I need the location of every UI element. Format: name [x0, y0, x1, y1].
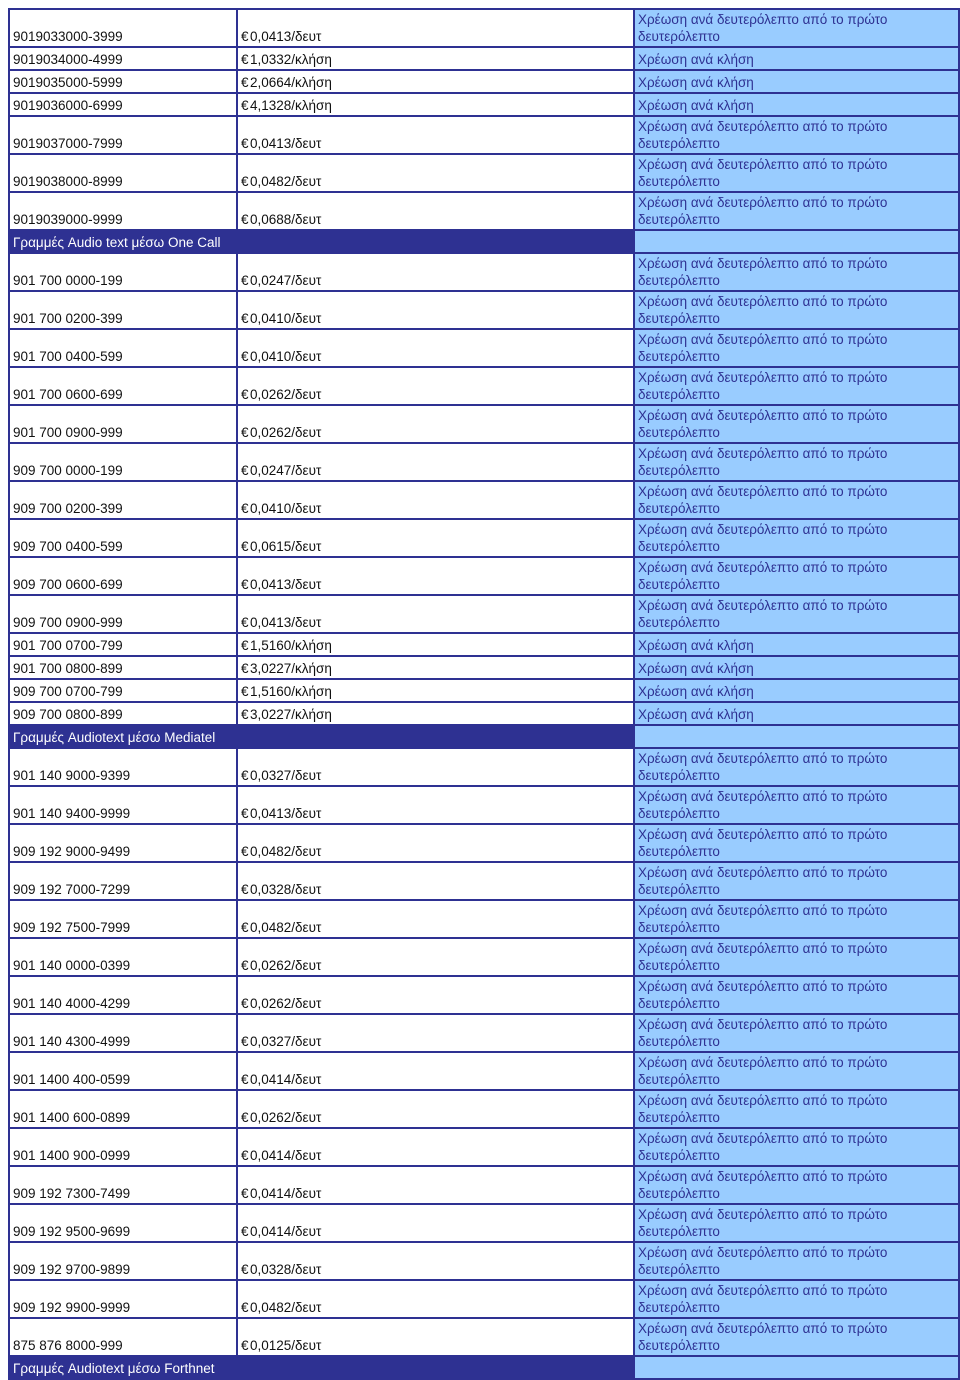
billing-note-cell: Χρέωση ανά κλήση [634, 93, 959, 116]
rate-value: 0,0414/δευτ [250, 1224, 322, 1239]
rate-cell [237, 656, 634, 679]
rate-cell [237, 443, 634, 481]
number-range-cell: 909 192 7300-7499 [9, 1166, 237, 1204]
euro-icon: € [241, 996, 249, 1011]
number-range-cell: 909 192 7500-7999 [9, 900, 237, 938]
rate-value: 0,0410/δευτ [250, 311, 322, 326]
number-range-cell: 901 140 9400-9999 [9, 786, 237, 824]
billing-note-cell: Χρέωση ανά δευτερόλεπτο από το πρώτο δευτερόλεπτο [634, 595, 959, 633]
rate-value: 0,0262/δευτ [250, 996, 322, 1011]
rate-value: 4,1328/κλήση [250, 98, 332, 113]
number-range-cell: 909 700 0200-399 [9, 481, 237, 519]
billing-note-cell: Χρέωση ανά δευτερόλεπτο από το πρώτο δευτερόλεπτο [634, 116, 959, 154]
euro-icon: € [241, 136, 249, 151]
number-range-cell: 9019039000-9999 [9, 192, 237, 230]
billing-note-cell: Χρέωση ανά κλήση [634, 633, 959, 656]
rate-cell [237, 1204, 634, 1242]
rate-cell [237, 976, 634, 1014]
rate-cell [237, 679, 634, 702]
euro-icon: € [241, 844, 249, 859]
rate-cell [237, 154, 634, 192]
euro-icon: € [241, 1148, 249, 1163]
euro-icon: € [241, 311, 249, 326]
euro-icon: € [241, 806, 249, 821]
table-row [9, 1280, 959, 1318]
number-range-cell: 901 1400 400-0599 [9, 1052, 237, 1090]
billing-note-cell: Χρέωση ανά δευτερόλεπτο από το πρώτο δευτερόλεπτο [634, 1318, 959, 1356]
table-row [9, 1318, 959, 1356]
table-row [9, 443, 959, 481]
number-range-cell: 875 876 8000-999 [9, 1318, 237, 1356]
section-note-cell [634, 230, 959, 253]
table-row [9, 1128, 959, 1166]
euro-icon: € [241, 425, 249, 440]
rate-cell [237, 70, 634, 93]
section-title: Γραμμές Audio text μέσω One Call [9, 230, 634, 253]
billing-note-cell: Χρέωση ανά δευτερόλεπτο από το πρώτο δευτερόλεπτο [634, 976, 959, 1014]
rate-cell [237, 824, 634, 862]
table-row [9, 192, 959, 230]
euro-icon: € [241, 615, 249, 630]
rate-cell [237, 1166, 634, 1204]
billing-note-cell: Χρέωση ανά δευτερόλεπτο από το πρώτο δευτερόλεπτο [634, 748, 959, 786]
euro-icon: € [241, 638, 249, 653]
number-range-cell: 9019037000-7999 [9, 116, 237, 154]
table-row [9, 405, 959, 443]
billing-note-cell: Χρέωση ανά δευτερόλεπτο από το πρώτο δευτερόλεπτο [634, 367, 959, 405]
rate-cell [237, 1318, 634, 1356]
rate-value: 0,0688/δευτ [250, 212, 322, 227]
number-range-cell: 909 192 9900-9999 [9, 1280, 237, 1318]
rate-cell [237, 519, 634, 557]
rate-value: 0,0262/δευτ [250, 387, 322, 402]
number-range-cell: 901 700 0400-599 [9, 329, 237, 367]
table-row [9, 1052, 959, 1090]
billing-note-cell: Χρέωση ανά δευτερόλεπτο από το πρώτο δευτερόλεπτο [634, 443, 959, 481]
table-row [9, 1090, 959, 1128]
rate-value: 1,5160/κλήση [250, 684, 332, 699]
rates-table [8, 8, 960, 1380]
rate-cell [237, 1090, 634, 1128]
rate-cell [237, 1014, 634, 1052]
table-row [9, 862, 959, 900]
section-note-cell [634, 725, 959, 748]
number-range-cell: 901 140 4300-4999 [9, 1014, 237, 1052]
number-range-cell: 909 700 0900-999 [9, 595, 237, 633]
euro-icon: € [241, 1110, 249, 1125]
rate-cell [237, 748, 634, 786]
rate-cell [237, 329, 634, 367]
section-note-cell [634, 1356, 959, 1379]
billing-note-cell: Χρέωση ανά δευτερόλεπτο από το πρώτο δευτερόλεπτο [634, 862, 959, 900]
number-range-cell: 901 1400 900-0999 [9, 1128, 237, 1166]
billing-note-cell: Χρέωση ανά κλήση [634, 47, 959, 70]
table-row [9, 329, 959, 367]
rate-value: 0,0413/δευτ [250, 615, 322, 630]
table-row [9, 1204, 959, 1242]
table-row [9, 253, 959, 291]
rate-value: 0,0262/δευτ [250, 1110, 322, 1125]
rate-value: 0,0410/δευτ [250, 349, 322, 364]
euro-icon: € [241, 1186, 249, 1201]
table-row [9, 9, 959, 47]
number-range-cell: 901 700 0600-699 [9, 367, 237, 405]
rate-value: 0,0482/δευτ [250, 174, 322, 189]
section-header-row [9, 725, 959, 748]
table-row [9, 824, 959, 862]
table-row [9, 93, 959, 116]
rate-value: 0,0262/δευτ [250, 958, 322, 973]
euro-icon: € [241, 1224, 249, 1239]
billing-note-cell: Χρέωση ανά δευτερόλεπτο από το πρώτο δευτερόλεπτο [634, 1052, 959, 1090]
rate-value: 3,0227/κλήση [250, 661, 332, 676]
table-row [9, 595, 959, 633]
table-row [9, 481, 959, 519]
rate-cell [237, 862, 634, 900]
table-row [9, 786, 959, 824]
rate-cell [237, 702, 634, 725]
number-range-cell: 9019036000-6999 [9, 93, 237, 116]
rate-value: 0,0414/δευτ [250, 1186, 322, 1201]
rate-value: 2,0664/κλήση [250, 75, 332, 90]
rate-cell [237, 1280, 634, 1318]
rate-value: 0,0327/δευτ [250, 768, 322, 783]
billing-note-cell: Χρέωση ανά δευτερόλεπτο από το πρώτο δευτερόλεπτο [634, 1166, 959, 1204]
billing-note-cell: Χρέωση ανά δευτερόλεπτο από το πρώτο δευτερόλεπτο [634, 1128, 959, 1166]
number-range-cell: 9019034000-4999 [9, 47, 237, 70]
euro-icon: € [241, 463, 249, 478]
number-range-cell: 901 700 0700-799 [9, 633, 237, 656]
number-range-cell: 901 140 9000-9399 [9, 748, 237, 786]
billing-note-cell: Χρέωση ανά κλήση [634, 679, 959, 702]
table-row [9, 656, 959, 679]
rate-cell [237, 1128, 634, 1166]
number-range-cell: 909 192 7000-7299 [9, 862, 237, 900]
euro-icon: € [241, 882, 249, 897]
rate-value: 0,0413/δευτ [250, 29, 322, 44]
rate-cell [237, 192, 634, 230]
rates-table-body [9, 9, 959, 1379]
euro-icon: € [241, 958, 249, 973]
number-range-cell: 901 140 0000-0399 [9, 938, 237, 976]
table-row [9, 633, 959, 656]
rate-cell [237, 47, 634, 70]
euro-icon: € [241, 661, 249, 676]
euro-icon: € [241, 387, 249, 402]
number-range-cell: 901 700 0900-999 [9, 405, 237, 443]
euro-icon: € [241, 1072, 249, 1087]
billing-note-cell: Χρέωση ανά κλήση [634, 70, 959, 93]
section-title: Γραμμές Audiotext μέσω Forthnet [9, 1356, 634, 1379]
billing-note-cell: Χρέωση ανά δευτερόλεπτο από το πρώτο δευτερόλεπτο [634, 329, 959, 367]
section-title: Γραμμές Audiotext μέσω Mediatel [9, 725, 634, 748]
billing-note-cell: Χρέωση ανά δευτερόλεπτο από το πρώτο δευτερόλεπτο [634, 253, 959, 291]
rate-value: 0,0482/δευτ [250, 1300, 322, 1315]
number-range-cell: 901 700 0000-199 [9, 253, 237, 291]
section-header-row [9, 230, 959, 253]
rate-cell [237, 253, 634, 291]
euro-icon: € [241, 212, 249, 227]
euro-icon: € [241, 98, 249, 113]
billing-note-cell: Χρέωση ανά κλήση [634, 656, 959, 679]
rate-cell [237, 595, 634, 633]
euro-icon: € [241, 1034, 249, 1049]
table-row [9, 367, 959, 405]
euro-icon: € [241, 1338, 249, 1353]
euro-icon: € [241, 768, 249, 783]
billing-note-cell: Χρέωση ανά δευτερόλεπτο από το πρώτο δευτερόλεπτο [634, 938, 959, 976]
rate-value: 1,0332/κλήση [250, 52, 332, 67]
rate-cell [237, 557, 634, 595]
number-range-cell: 901 700 0200-399 [9, 291, 237, 329]
table-row [9, 154, 959, 192]
euro-icon: € [241, 174, 249, 189]
number-range-cell: 901 1400 600-0899 [9, 1090, 237, 1128]
rate-cell [237, 9, 634, 47]
billing-note-cell: Χρέωση ανά δευτερόλεπτο από το πρώτο δευτερόλεπτο [634, 557, 959, 595]
euro-icon: € [241, 273, 249, 288]
billing-note-cell: Χρέωση ανά δευτερόλεπτο από το πρώτο δευτερόλεπτο [634, 9, 959, 47]
euro-icon: € [241, 349, 249, 364]
rate-value: 0,0413/δευτ [250, 806, 322, 821]
section-header-row [9, 1356, 959, 1379]
table-row [9, 1166, 959, 1204]
rate-value: 1,5160/κλήση [250, 638, 332, 653]
euro-icon: € [241, 539, 249, 554]
rate-cell [237, 93, 634, 116]
euro-icon: € [241, 684, 249, 699]
euro-icon: € [241, 920, 249, 935]
billing-note-cell: Χρέωση ανά δευτερόλεπτο από το πρώτο δευτερόλεπτο [634, 786, 959, 824]
billing-note-cell: Χρέωση ανά δευτερόλεπτο από το πρώτο δευτερόλεπτο [634, 1090, 959, 1128]
billing-note-cell: Χρέωση ανά δευτερόλεπτο από το πρώτο δευτερόλεπτο [634, 291, 959, 329]
billing-note-cell: Χρέωση ανά δευτερόλεπτο από το πρώτο δευτερόλεπτο [634, 1014, 959, 1052]
rate-value: 0,0328/δευτ [250, 1262, 322, 1277]
number-range-cell: 909 192 9000-9499 [9, 824, 237, 862]
billing-note-cell: Χρέωση ανά δευτερόλεπτο από το πρώτο δευτερόλεπτο [634, 154, 959, 192]
rate-cell [237, 291, 634, 329]
euro-icon: € [241, 707, 249, 722]
rate-value: 0,0247/δευτ [250, 273, 322, 288]
table-row [9, 1014, 959, 1052]
table-row [9, 748, 959, 786]
euro-icon: € [241, 29, 249, 44]
number-range-cell: 9019038000-8999 [9, 154, 237, 192]
rate-value: 0,0414/δευτ [250, 1148, 322, 1163]
table-row [9, 519, 959, 557]
table-row [9, 1242, 959, 1280]
billing-note-cell: Χρέωση ανά δευτερόλεπτο από το πρώτο δευτερόλεπτο [634, 1242, 959, 1280]
billing-note-cell: Χρέωση ανά δευτερόλεπτο από το πρώτο δευτερόλεπτο [634, 405, 959, 443]
rate-value: 0,0615/δευτ [250, 539, 322, 554]
number-range-cell: 9019033000-3999 [9, 9, 237, 47]
table-row [9, 679, 959, 702]
euro-icon: € [241, 501, 249, 516]
number-range-cell: 909 700 0700-799 [9, 679, 237, 702]
rate-cell [237, 367, 634, 405]
billing-note-cell: Χρέωση ανά δευτερόλεπτο από το πρώτο δευτερόλεπτο [634, 519, 959, 557]
rate-value: 0,0262/δευτ [250, 425, 322, 440]
billing-note-cell: Χρέωση ανά δευτερόλεπτο από το πρώτο δευτερόλεπτο [634, 481, 959, 519]
number-range-cell: 909 700 0600-699 [9, 557, 237, 595]
billing-note-cell: Χρέωση ανά δευτερόλεπτο από το πρώτο δευτερόλεπτο [634, 192, 959, 230]
rate-cell [237, 1052, 634, 1090]
number-range-cell: 909 192 9700-9899 [9, 1242, 237, 1280]
number-range-cell: 9019035000-5999 [9, 70, 237, 93]
rate-value: 0,0482/δευτ [250, 920, 322, 935]
rate-cell [237, 900, 634, 938]
rate-value: 0,0410/δευτ [250, 501, 322, 516]
euro-icon: € [241, 577, 249, 592]
rate-cell [237, 786, 634, 824]
table-row [9, 702, 959, 725]
rate-cell [237, 116, 634, 154]
rate-value: 0,0328/δευτ [250, 882, 322, 897]
rate-value: 3,0227/κλήση [250, 707, 332, 722]
rate-cell [237, 633, 634, 656]
number-range-cell: 909 700 0400-599 [9, 519, 237, 557]
rate-cell [237, 481, 634, 519]
table-row [9, 938, 959, 976]
table-row [9, 976, 959, 1014]
euro-icon: € [241, 1300, 249, 1315]
euro-icon: € [241, 52, 249, 67]
table-row [9, 116, 959, 154]
table-row [9, 291, 959, 329]
euro-icon: € [241, 75, 249, 90]
rate-value: 0,0414/δευτ [250, 1072, 322, 1087]
rate-value: 0,0125/δευτ [250, 1338, 322, 1353]
billing-note-cell: Χρέωση ανά δευτερόλεπτο από το πρώτο δευτερόλεπτο [634, 824, 959, 862]
rate-value: 0,0413/δευτ [250, 577, 322, 592]
rate-cell [237, 1242, 634, 1280]
number-range-cell: 909 700 0000-199 [9, 443, 237, 481]
billing-note-cell: Χρέωση ανά δευτερόλεπτο από το πρώτο δευτερόλεπτο [634, 1280, 959, 1318]
number-range-cell: 909 192 9500-9699 [9, 1204, 237, 1242]
rate-value: 0,0247/δευτ [250, 463, 322, 478]
table-row [9, 900, 959, 938]
table-row [9, 70, 959, 93]
rate-value: 0,0413/δευτ [250, 136, 322, 151]
number-range-cell: 909 700 0800-899 [9, 702, 237, 725]
table-row [9, 47, 959, 70]
billing-note-cell: Χρέωση ανά κλήση [634, 702, 959, 725]
rate-cell [237, 405, 634, 443]
rate-value: 0,0482/δευτ [250, 844, 322, 859]
rate-value: 0,0327/δευτ [250, 1034, 322, 1049]
billing-note-cell: Χρέωση ανά δευτερόλεπτο από το πρώτο δευτερόλεπτο [634, 900, 959, 938]
table-row [9, 557, 959, 595]
euro-icon: € [241, 1262, 249, 1277]
rate-cell [237, 938, 634, 976]
number-range-cell: 901 700 0800-899 [9, 656, 237, 679]
number-range-cell: 901 140 4000-4299 [9, 976, 237, 1014]
billing-note-cell: Χρέωση ανά δευτερόλεπτο από το πρώτο δευτερόλεπτο [634, 1204, 959, 1242]
